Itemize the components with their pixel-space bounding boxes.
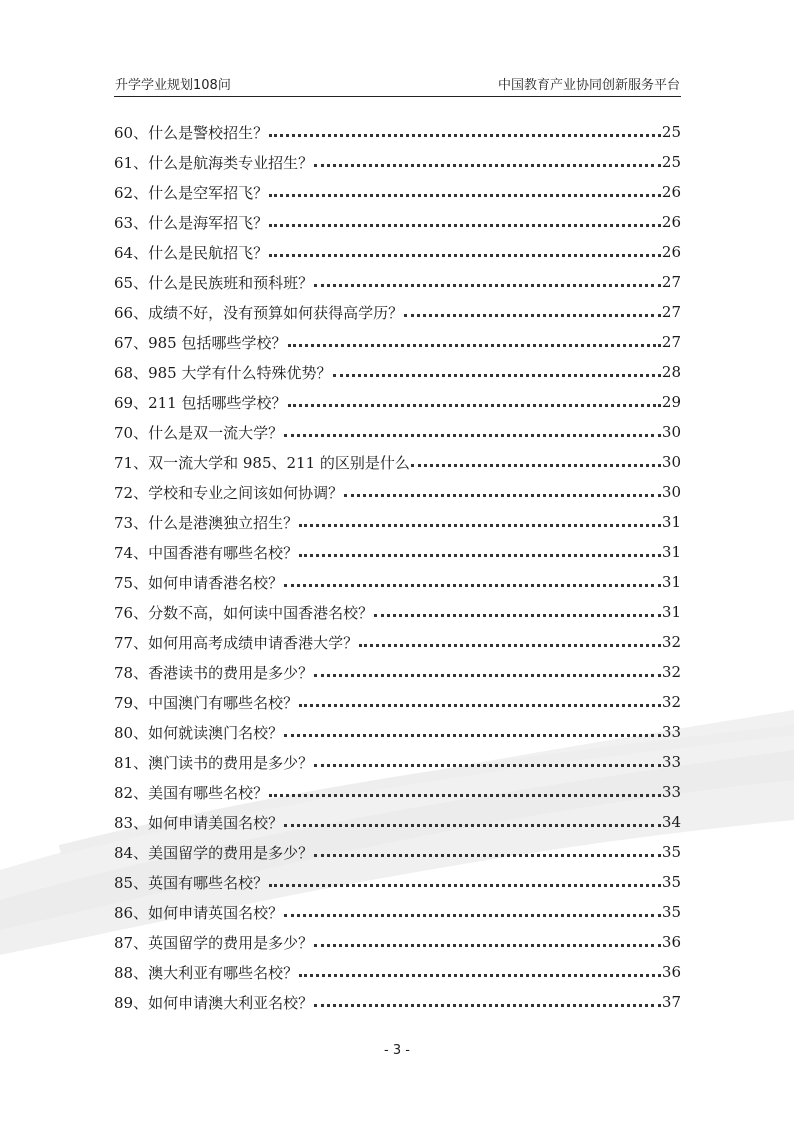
toc-entry-title: 77、如何用高考成绩申请香港大学？ bbox=[114, 633, 359, 652]
toc-entry[interactable] bbox=[114, 147, 681, 177]
toc-entry[interactable] bbox=[114, 717, 681, 747]
toc-entry-page: 31 bbox=[661, 513, 681, 531]
toc-entry-page: 29 bbox=[661, 393, 681, 411]
toc-entry-title: 78、香港读书的费用是多少？ bbox=[114, 663, 314, 682]
toc-entry-title: 83、如何申请美国名校？ bbox=[114, 813, 284, 832]
toc-entry-title: 61、什么是航海类专业招生？ bbox=[114, 153, 314, 172]
toc-entry-page: 37 bbox=[661, 993, 681, 1011]
toc-entry[interactable] bbox=[114, 357, 681, 387]
toc-entry-page: 25 bbox=[661, 123, 681, 141]
toc-entry-title: 81、澳门读书的费用是多少？ bbox=[114, 753, 314, 772]
toc-dot-leader bbox=[284, 824, 661, 827]
toc-entry[interactable] bbox=[114, 627, 681, 657]
toc-dot-leader bbox=[314, 674, 661, 677]
toc-entry[interactable] bbox=[114, 387, 681, 417]
toc-dot-leader bbox=[269, 794, 661, 797]
toc-entry-title: 76、分数不高，如何读中国香港名校？ bbox=[114, 603, 374, 622]
toc-entry-title: 62、什么是空军招飞？ bbox=[114, 183, 269, 202]
toc-entry[interactable] bbox=[114, 807, 681, 837]
toc-entry-page: 32 bbox=[661, 663, 681, 681]
toc-dot-leader bbox=[269, 134, 661, 137]
toc-entry[interactable] bbox=[114, 447, 681, 477]
toc-entry[interactable] bbox=[114, 777, 681, 807]
toc-dot-leader bbox=[374, 614, 661, 617]
toc-entry-page: 34 bbox=[661, 813, 681, 831]
toc-entry-page: 31 bbox=[661, 543, 681, 561]
toc-entry[interactable] bbox=[114, 417, 681, 447]
toc-entry[interactable] bbox=[114, 837, 681, 867]
toc-entry-page: 30 bbox=[661, 483, 681, 501]
toc-dot-leader bbox=[269, 254, 661, 257]
toc-entry-page: 26 bbox=[661, 213, 681, 231]
toc-entry-page: 25 bbox=[661, 153, 681, 171]
toc-dot-leader bbox=[299, 554, 661, 557]
toc-entry[interactable] bbox=[114, 117, 681, 147]
toc-dot-leader bbox=[299, 704, 661, 707]
toc-entry-page: 32 bbox=[661, 693, 681, 711]
toc-entry-page: 33 bbox=[661, 783, 681, 801]
toc-entry-page: 33 bbox=[661, 753, 681, 771]
toc-entry-page: 36 bbox=[661, 963, 681, 981]
toc-entry-title: 86、如何申请英国名校？ bbox=[114, 903, 284, 922]
toc-dot-leader bbox=[359, 644, 661, 647]
toc-dot-leader bbox=[269, 194, 661, 197]
toc-entry[interactable] bbox=[114, 207, 681, 237]
toc-entry-page: 27 bbox=[661, 333, 681, 351]
toc-entry[interactable] bbox=[114, 657, 681, 687]
toc-entry[interactable] bbox=[114, 867, 681, 897]
toc-entry[interactable] bbox=[114, 687, 681, 717]
toc-entry-title: 88、澳大利亚有哪些名校？ bbox=[114, 963, 299, 982]
toc-entry[interactable] bbox=[114, 987, 681, 1017]
toc-dot-leader bbox=[314, 944, 661, 947]
toc-entry-title: 87、英国留学的费用是多少？ bbox=[114, 933, 314, 952]
page-header bbox=[114, 74, 681, 97]
toc-entry-title: 89、如何申请澳大利亚名校？ bbox=[114, 993, 314, 1012]
toc-dot-leader bbox=[333, 374, 661, 377]
toc-entry-page: 32 bbox=[661, 633, 681, 651]
toc-dot-leader bbox=[284, 914, 661, 917]
toc-dot-leader bbox=[288, 344, 661, 347]
toc-entry-title: 84、美国留学的费用是多少？ bbox=[114, 843, 314, 862]
toc-dot-leader bbox=[299, 974, 661, 977]
toc-dot-leader bbox=[314, 164, 661, 167]
page-number: - 3 - bbox=[384, 1043, 410, 1058]
toc-dot-leader bbox=[314, 854, 661, 857]
toc-dot-leader bbox=[284, 434, 661, 437]
toc-entry[interactable] bbox=[114, 957, 681, 987]
toc-dot-leader bbox=[314, 764, 661, 767]
toc-entry-page: 35 bbox=[661, 903, 681, 921]
toc-entry-title: 70、什么是双一流大学？ bbox=[114, 423, 284, 442]
toc-dot-leader bbox=[404, 314, 661, 317]
toc-entry-title: 73、什么是港澳独立招生？ bbox=[114, 513, 299, 532]
toc-dot-leader bbox=[314, 284, 661, 287]
toc-entry-title: 68、985 大学有什么特殊优势？ bbox=[114, 363, 332, 382]
toc-dot-leader bbox=[269, 224, 661, 227]
toc-entry-page: 26 bbox=[661, 183, 681, 201]
toc-entry-title: 66、成绩不好，没有预算如何获得高学历？ bbox=[114, 303, 404, 322]
toc-entry-page: 30 bbox=[661, 453, 681, 471]
toc-entry[interactable] bbox=[114, 327, 681, 357]
toc-entry-page: 27 bbox=[661, 273, 681, 291]
toc-entry-page: 35 bbox=[661, 873, 681, 891]
toc-entry-page: 35 bbox=[661, 843, 681, 861]
toc-entry-page: 33 bbox=[661, 723, 681, 741]
toc-entry-page: 31 bbox=[661, 603, 681, 621]
toc-entry[interactable] bbox=[114, 177, 681, 207]
toc-dot-leader bbox=[284, 584, 661, 587]
toc-entry-page: 28 bbox=[661, 363, 681, 381]
toc-entry[interactable] bbox=[114, 747, 681, 777]
toc-entry-title: 69、211 包括哪些学校？ bbox=[114, 393, 287, 412]
toc-entry[interactable] bbox=[114, 927, 681, 957]
toc-entry-title: 75、如何申请香港名校？ bbox=[114, 573, 284, 592]
toc-dot-leader bbox=[299, 524, 661, 527]
toc-entry-page: 26 bbox=[661, 243, 681, 261]
toc-entry-title: 79、中国澳门有哪些名校？ bbox=[114, 693, 299, 712]
toc-entry[interactable] bbox=[114, 477, 681, 507]
toc-entry[interactable] bbox=[114, 297, 681, 327]
table-of-contents bbox=[114, 117, 681, 1017]
toc-entry-title: 60、什么是警校招生？ bbox=[114, 123, 269, 142]
toc-entry[interactable] bbox=[114, 537, 681, 567]
toc-dot-leader bbox=[269, 884, 661, 887]
toc-entry[interactable] bbox=[114, 507, 681, 537]
toc-dot-leader bbox=[284, 734, 661, 737]
header-left-title: 升学学业规划108问 bbox=[115, 78, 231, 93]
toc-entry-title: 72、学校和专业之间该如何协调？ bbox=[114, 483, 344, 502]
toc-entry-page: 36 bbox=[661, 933, 681, 951]
toc-entry-title: 82、美国有哪些名校？ bbox=[114, 783, 269, 802]
header-right-title: 中国教育产业协同创新服务平台 bbox=[497, 78, 680, 93]
toc-entry[interactable] bbox=[114, 267, 681, 297]
toc-entry-title: 80、如何就读澳门名校？ bbox=[114, 723, 284, 742]
toc-dot-leader bbox=[344, 494, 661, 497]
toc-entry-title: 63、什么是海军招飞？ bbox=[114, 213, 269, 232]
toc-entry-page: 31 bbox=[661, 573, 681, 591]
toc-entry-title: 71、双一流大学和 985、211 的区别是什么 bbox=[114, 453, 410, 472]
toc-entry[interactable] bbox=[114, 897, 681, 927]
toc-entry[interactable] bbox=[114, 567, 681, 597]
toc-entry-title: 85、英国有哪些名校？ bbox=[114, 873, 269, 892]
toc-entry-title: 64、什么是民航招飞？ bbox=[114, 243, 269, 262]
toc-entry[interactable] bbox=[114, 237, 681, 267]
toc-dot-leader bbox=[411, 464, 661, 467]
toc-entry[interactable] bbox=[114, 597, 681, 627]
toc-entry-title: 65、什么是民族班和预科班？ bbox=[114, 273, 314, 292]
toc-entry-title: 74、中国香港有哪些名校？ bbox=[114, 543, 299, 562]
toc-dot-leader bbox=[288, 404, 661, 407]
toc-entry-page: 27 bbox=[661, 303, 681, 321]
toc-entry-title: 67、985 包括哪些学校？ bbox=[114, 333, 287, 352]
toc-dot-leader bbox=[314, 1004, 661, 1007]
toc-entry-page: 30 bbox=[661, 423, 681, 441]
